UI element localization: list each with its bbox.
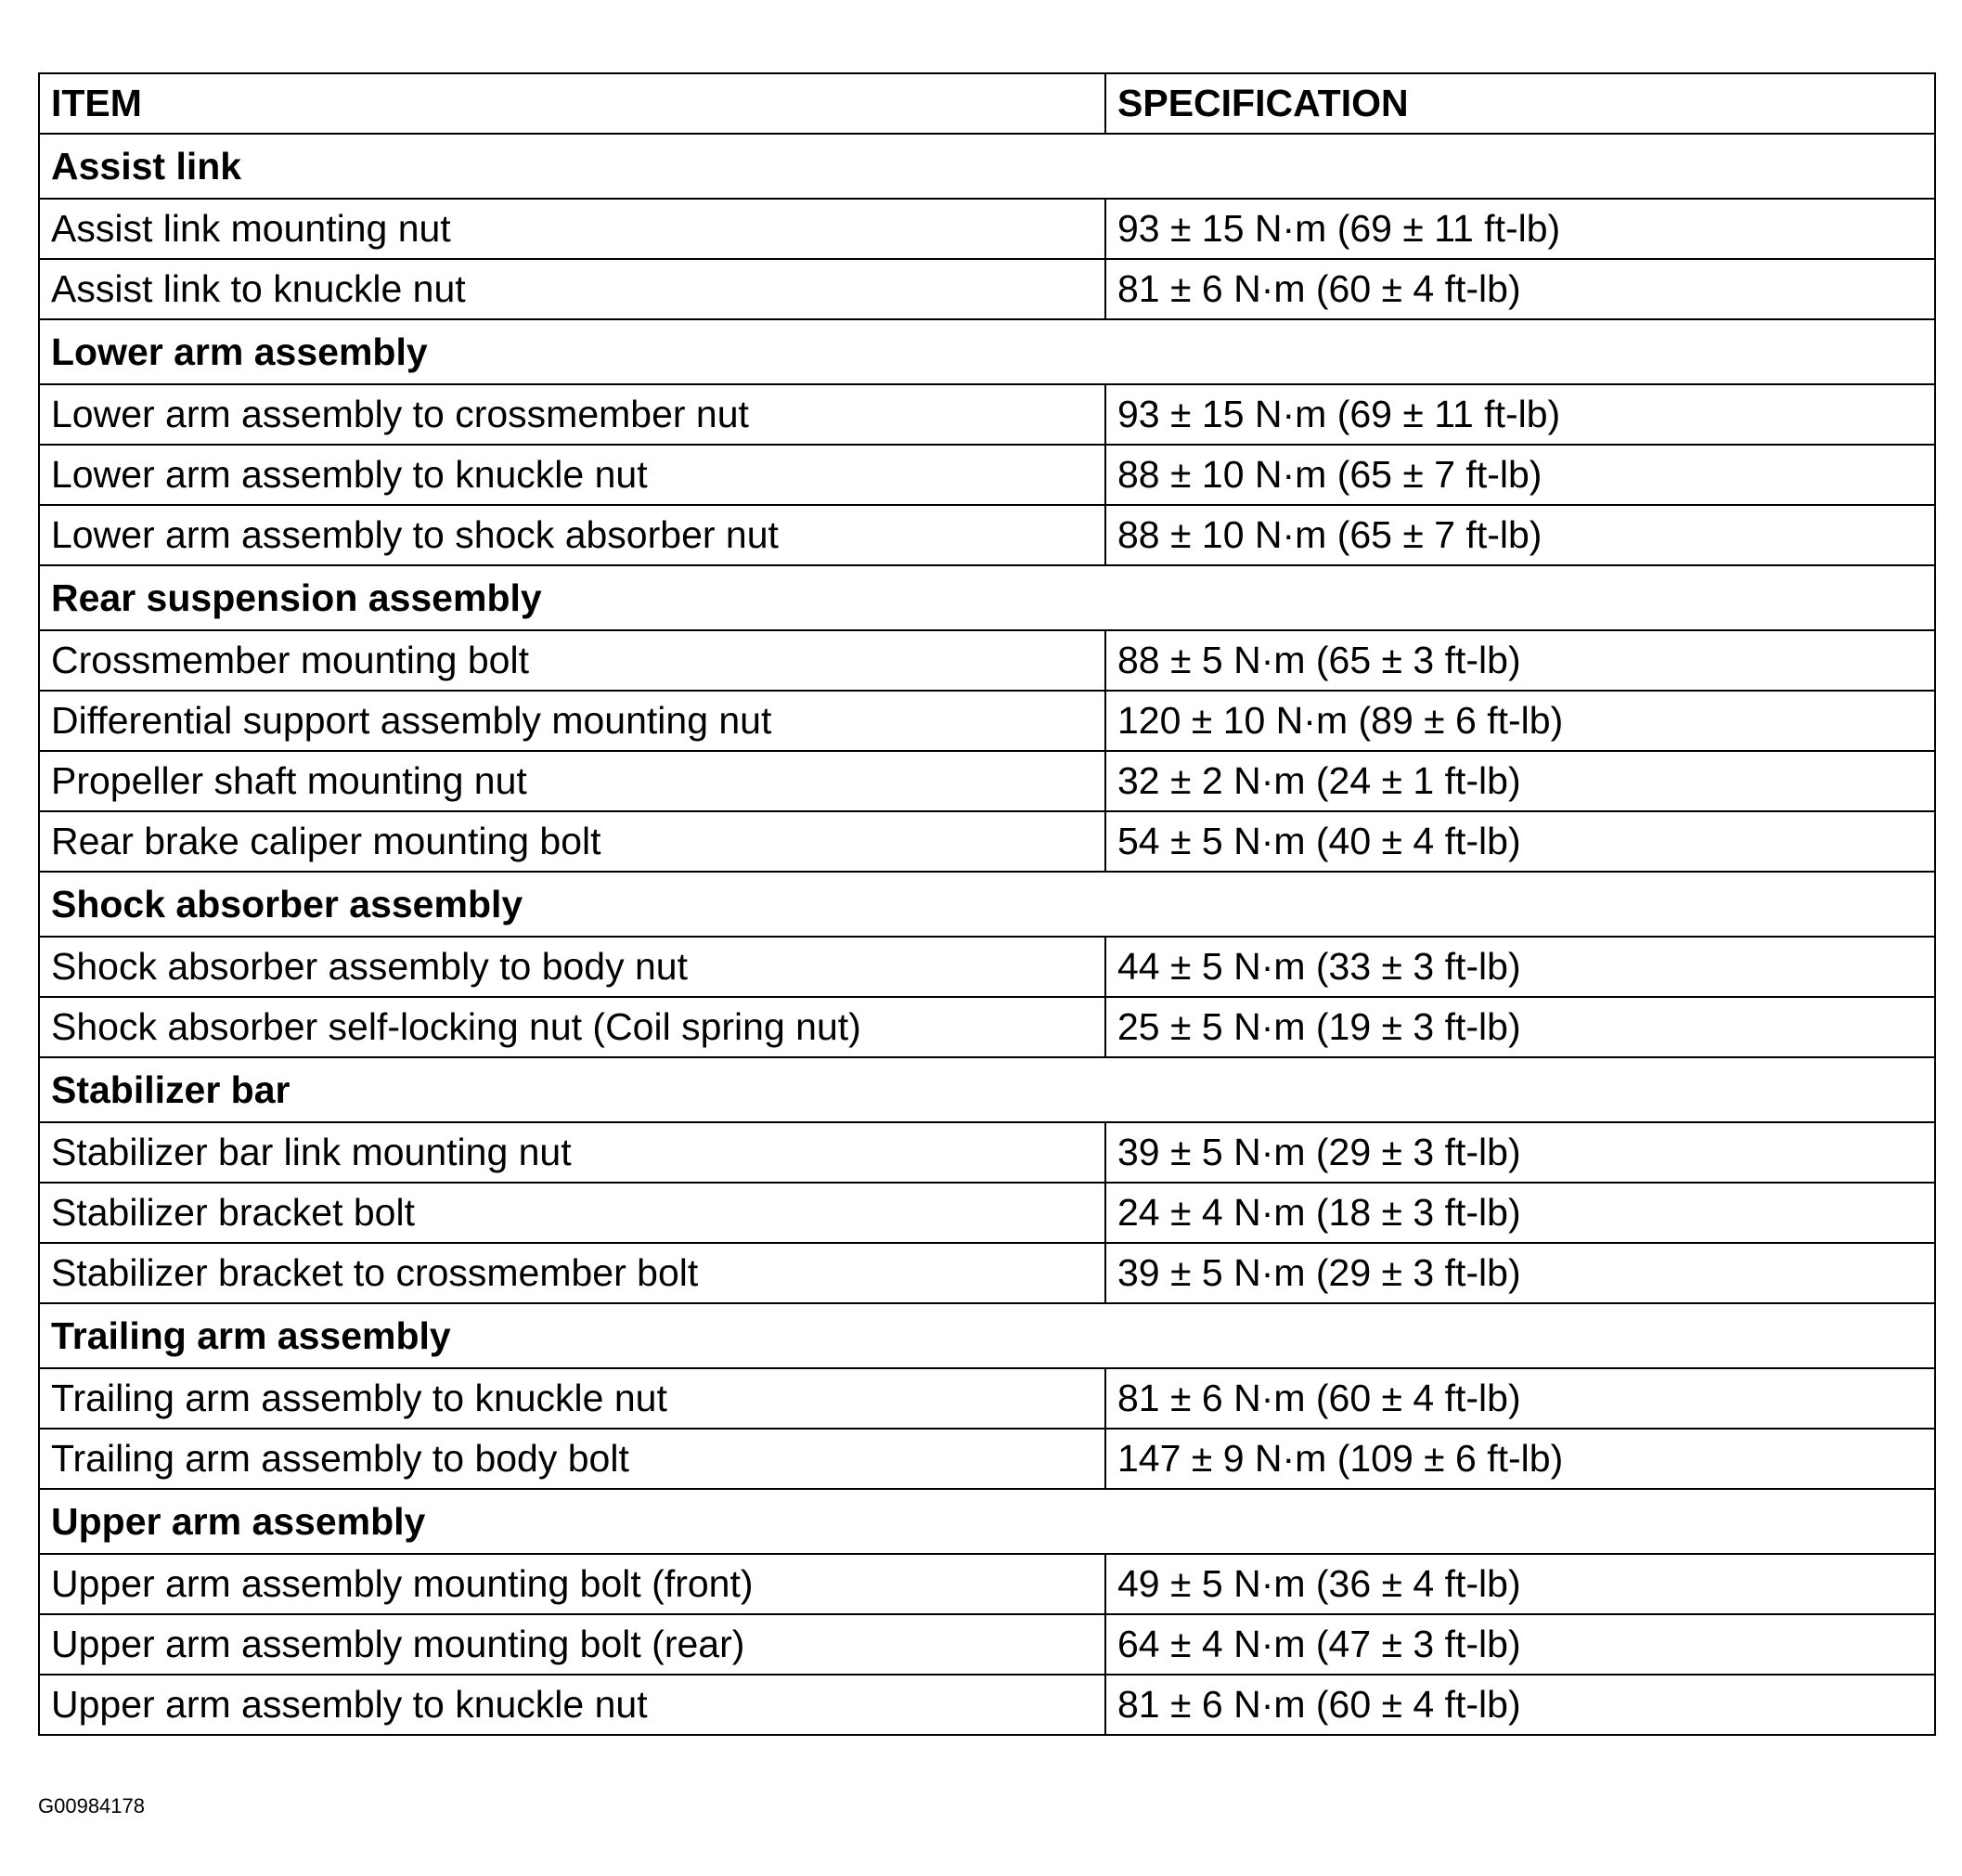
section-header-row	[39, 565, 1935, 630]
section-title: Shock absorber assembly	[39, 872, 1935, 937]
item-cell: Shock absorber assembly to body nut	[39, 937, 1105, 997]
table-row	[39, 751, 1935, 811]
table-body	[39, 73, 1935, 1735]
specification-cell: 93 ± 15 N·m (69 ± 11 ft-lb)	[1105, 384, 1935, 445]
section-title: Upper arm assembly	[39, 1489, 1935, 1554]
item-cell: Lower arm assembly to knuckle nut	[39, 445, 1105, 505]
specification-cell: 64 ± 4 N·m (47 ± 3 ft-lb)	[1105, 1614, 1935, 1675]
table-header-row	[39, 73, 1935, 134]
table-row	[39, 1614, 1935, 1675]
item-cell: Stabilizer bar link mounting nut	[39, 1122, 1105, 1183]
table-row	[39, 1122, 1935, 1183]
item-cell: Differential support assembly mounting nut	[39, 691, 1105, 751]
item-cell: Crossmember mounting bolt	[39, 630, 1105, 691]
section-title: Rear suspension assembly	[39, 565, 1935, 630]
item-cell: Stabilizer bracket to crossmember bolt	[39, 1243, 1105, 1303]
section-header-row	[39, 872, 1935, 937]
specification-cell: 88 ± 5 N·m (65 ± 3 ft-lb)	[1105, 630, 1935, 691]
item-cell: Stabilizer bracket bolt	[39, 1183, 1105, 1243]
table-row	[39, 1368, 1935, 1429]
section-title: Stabilizer bar	[39, 1057, 1935, 1122]
figure-id-label: G00984178	[38, 1794, 145, 1818]
section-header-row	[39, 134, 1935, 199]
section-title: Trailing arm assembly	[39, 1303, 1935, 1368]
item-cell: Upper arm assembly mounting bolt (front)	[39, 1554, 1105, 1614]
column-header-specification: SPECIFICATION	[1105, 73, 1935, 134]
section-header-row	[39, 1057, 1935, 1122]
table-row	[39, 937, 1935, 997]
specification-cell: 24 ± 4 N·m (18 ± 3 ft-lb)	[1105, 1183, 1935, 1243]
table-row	[39, 691, 1935, 751]
table-row	[39, 1243, 1935, 1303]
specification-cell: 93 ± 15 N·m (69 ± 11 ft-lb)	[1105, 199, 1935, 259]
table-row	[39, 1429, 1935, 1489]
column-header-item: ITEM	[39, 73, 1105, 134]
item-cell: Upper arm assembly mounting bolt (rear)	[39, 1614, 1105, 1675]
specification-cell: 32 ± 2 N·m (24 ± 1 ft-lb)	[1105, 751, 1935, 811]
table-row	[39, 811, 1935, 872]
item-cell: Trailing arm assembly to knuckle nut	[39, 1368, 1105, 1429]
table-row	[39, 259, 1935, 319]
table-row	[39, 1675, 1935, 1735]
specification-cell: 44 ± 5 N·m (33 ± 3 ft-lb)	[1105, 937, 1935, 997]
section-header-row	[39, 1489, 1935, 1554]
torque-spec-table	[38, 72, 1936, 1736]
table-row	[39, 1554, 1935, 1614]
item-cell: Rear brake caliper mounting bolt	[39, 811, 1105, 872]
table-row	[39, 384, 1935, 445]
specification-cell: 81 ± 6 N·m (60 ± 4 ft-lb)	[1105, 259, 1935, 319]
specification-cell: 147 ± 9 N·m (109 ± 6 ft-lb)	[1105, 1429, 1935, 1489]
specification-cell: 88 ± 10 N·m (65 ± 7 ft-lb)	[1105, 445, 1935, 505]
item-cell: Upper arm assembly to knuckle nut	[39, 1675, 1105, 1735]
table-row	[39, 505, 1935, 565]
item-cell: Propeller shaft mounting nut	[39, 751, 1105, 811]
table-row	[39, 1183, 1935, 1243]
table-row	[39, 997, 1935, 1057]
item-cell: Shock absorber self-locking nut (Coil spring nut)	[39, 997, 1105, 1057]
specification-cell: 88 ± 10 N·m (65 ± 7 ft-lb)	[1105, 505, 1935, 565]
item-cell: Assist link to knuckle nut	[39, 259, 1105, 319]
specification-cell: 120 ± 10 N·m (89 ± 6 ft-lb)	[1105, 691, 1935, 751]
section-header-row	[39, 1303, 1935, 1368]
item-cell: Lower arm assembly to crossmember nut	[39, 384, 1105, 445]
specification-cell: 39 ± 5 N·m (29 ± 3 ft-lb)	[1105, 1243, 1935, 1303]
item-cell: Assist link mounting nut	[39, 199, 1105, 259]
section-title: Assist link	[39, 134, 1935, 199]
section-title: Lower arm assembly	[39, 319, 1935, 384]
specification-cell: 54 ± 5 N·m (40 ± 4 ft-lb)	[1105, 811, 1935, 872]
table-row	[39, 630, 1935, 691]
specification-cell: 49 ± 5 N·m (36 ± 4 ft-lb)	[1105, 1554, 1935, 1614]
table-row	[39, 199, 1935, 259]
specification-cell: 25 ± 5 N·m (19 ± 3 ft-lb)	[1105, 997, 1935, 1057]
section-header-row	[39, 319, 1935, 384]
item-cell: Trailing arm assembly to body bolt	[39, 1429, 1105, 1489]
specification-cell: 81 ± 6 N·m (60 ± 4 ft-lb)	[1105, 1675, 1935, 1735]
table-row	[39, 445, 1935, 505]
specification-cell: 39 ± 5 N·m (29 ± 3 ft-lb)	[1105, 1122, 1935, 1183]
specification-cell: 81 ± 6 N·m (60 ± 4 ft-lb)	[1105, 1368, 1935, 1429]
item-cell: Lower arm assembly to shock absorber nut	[39, 505, 1105, 565]
